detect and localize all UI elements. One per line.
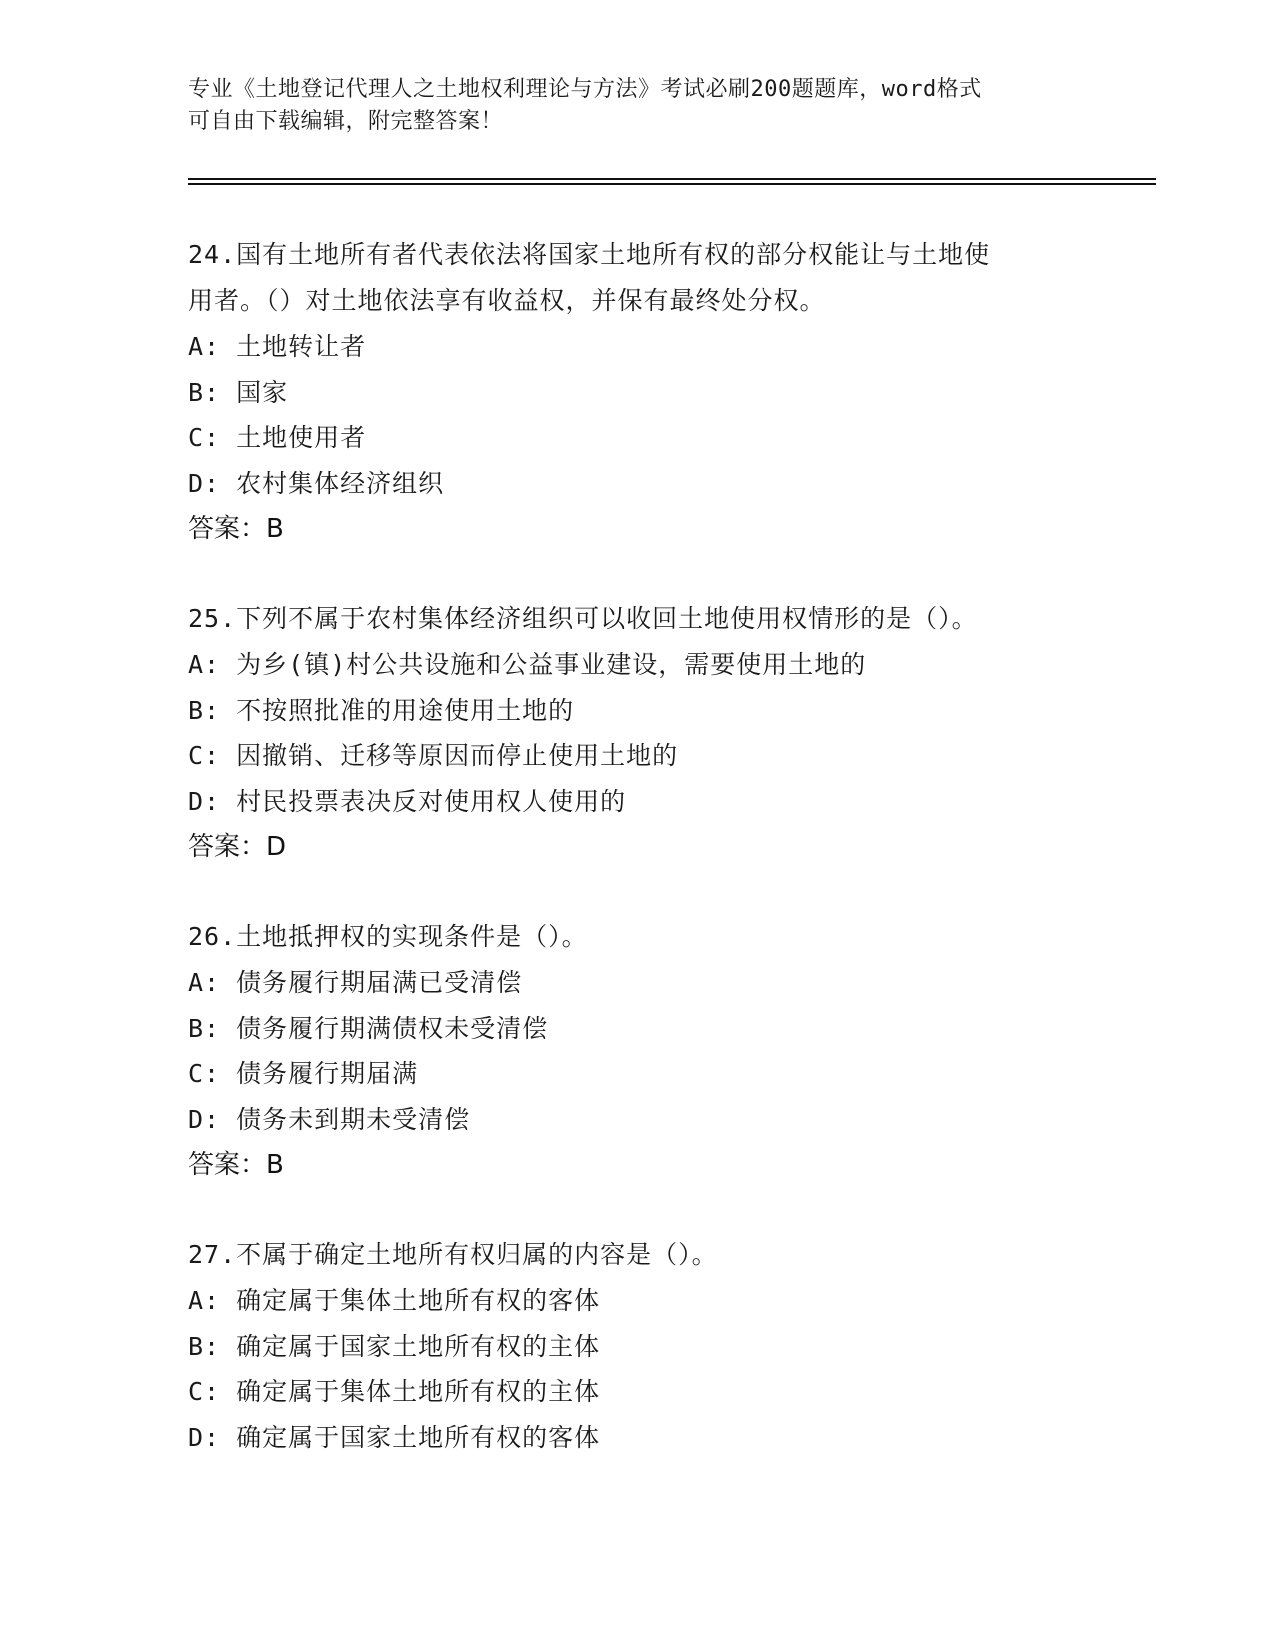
- option-c: C: 债务履行期届满: [188, 1059, 419, 1088]
- question-stem-line: 24.国有土地所有者代表依法将国家土地所有权的部分权能让与土地使: [188, 240, 991, 269]
- option-b: B: 国家: [188, 377, 289, 407]
- option-a: A: 为乡(镇)村公共设施和公益事业建设，需要使用土地的: [188, 650, 867, 679]
- question-25: [188, 596, 1148, 870]
- option-b: B: 不按照批准的用途使用土地的: [188, 695, 575, 725]
- question-27: [188, 1232, 1148, 1460]
- option-b: B: 债务履行期满债权未受清偿: [188, 1013, 549, 1043]
- question-list: [188, 232, 1148, 1504]
- question-24: [188, 232, 1148, 552]
- question-stem-line: 用者。（）对土地依法享有收益权，并保有最终处分权。: [188, 286, 826, 315]
- option-d: D: 村民投票表决反对使用权人使用的: [188, 786, 627, 816]
- option-a: A: 确定属于集体土地所有权的客体: [188, 1286, 601, 1315]
- answer-line: 答案：D: [188, 832, 287, 862]
- header-divider-top: [188, 178, 1156, 180]
- question-stem-line: 27.不属于确定土地所有权归属的内容是（）。: [188, 1240, 718, 1269]
- option-d: D: 农村集体经济组织: [188, 468, 445, 498]
- header-line-1: 专业《土地登记代理人之土地权利理论与方法》考试必刷200题题库，word格式: [188, 77, 982, 102]
- option-c: C: 土地使用者: [188, 423, 367, 452]
- question-stem: [188, 914, 1148, 960]
- option-c: C: 因撤销、迁移等原因而停止使用土地的: [188, 741, 679, 770]
- option-c: C: 确定属于集体土地所有权的主体: [188, 1377, 601, 1406]
- option-a: A: 土地转让者: [188, 332, 367, 361]
- question-stem-line: 26.土地抵押权的实现条件是（）。: [188, 922, 588, 951]
- answer-line: 答案：B: [188, 514, 284, 544]
- option-a: A: 债务履行期届满已受清偿: [188, 968, 523, 997]
- question-stem: [188, 232, 1148, 324]
- document-header: [188, 74, 1088, 138]
- question-stem-line: 25.下列不属于农村集体经济组织可以收回土地使用权情形的是（）。: [188, 604, 978, 633]
- option-d: D: 确定属于国家土地所有权的客体: [188, 1422, 601, 1452]
- question-stem: [188, 596, 1148, 642]
- header-line-2: 可自由下载编辑，附完整答案！: [188, 109, 504, 134]
- option-d: D: 债务未到期未受清偿: [188, 1104, 471, 1134]
- question-26: [188, 914, 1148, 1188]
- header-divider-bottom: [188, 183, 1156, 185]
- option-b: B: 确定属于国家土地所有权的主体: [188, 1331, 601, 1361]
- question-stem: [188, 1232, 1148, 1278]
- answer-line: 答案：B: [188, 1150, 284, 1180]
